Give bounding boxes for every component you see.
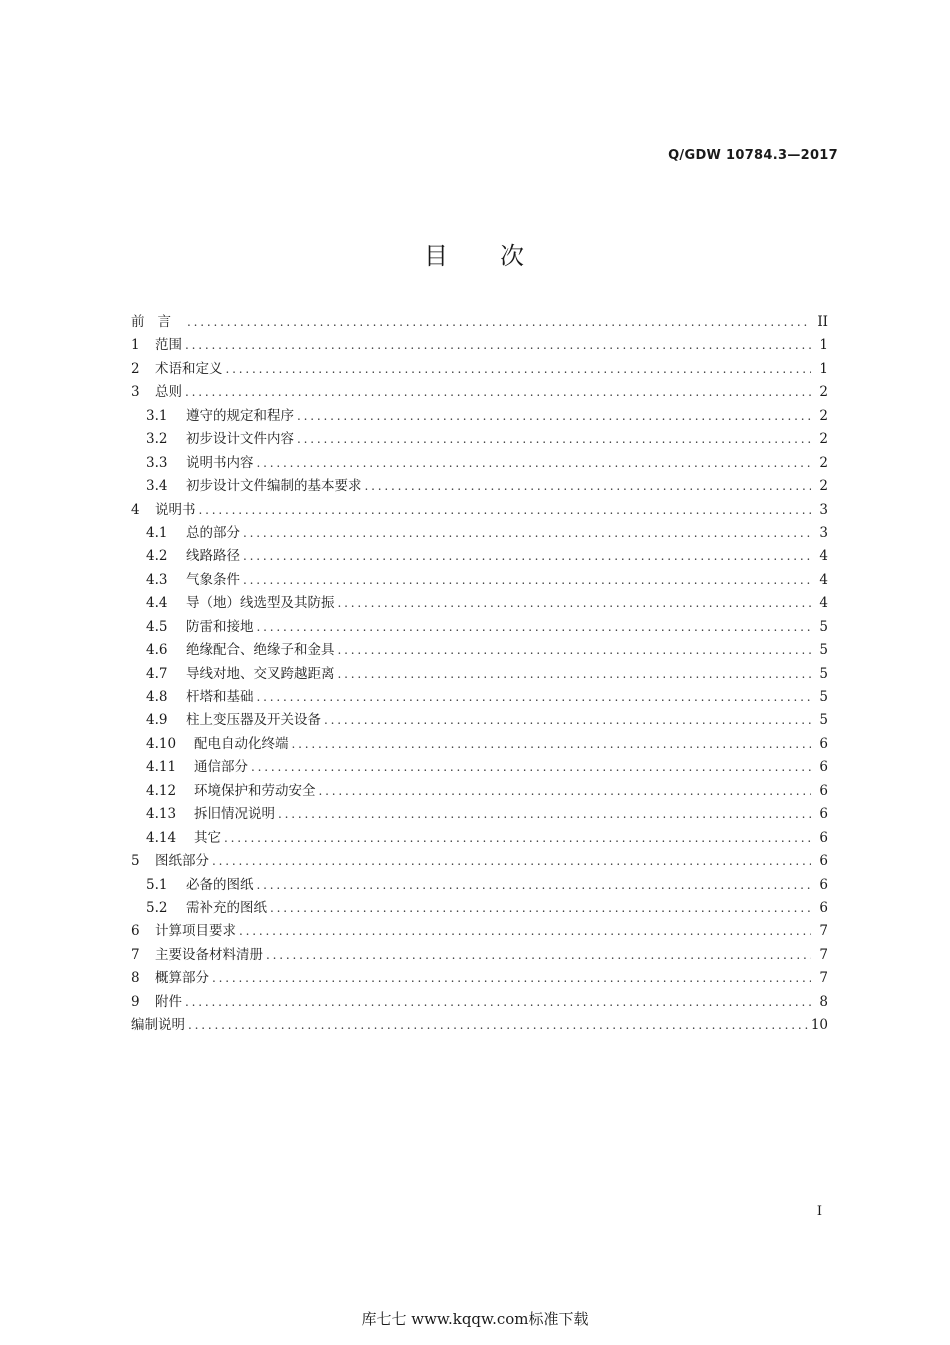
- toc-entry[interactable]: [131, 405, 828, 428]
- toc-entry-label: 拆旧情况说明: [194, 806, 275, 823]
- toc-entry-label: 主要设备材料清册: [155, 946, 263, 963]
- toc-entry-number: 4.8: [146, 689, 168, 705]
- toc-leader-dots: [257, 616, 812, 639]
- toc-leader-dots: [188, 1014, 808, 1037]
- footer-watermark: 库七七 www.kqqw.com标准下载: [361, 1310, 589, 1328]
- toc-leader-dots: [212, 967, 811, 990]
- toc-entry-page: 6: [819, 853, 828, 870]
- standard-code: Q/GDW 10784.3—2017: [668, 148, 838, 163]
- toc-entry-number: 3.4: [146, 478, 168, 495]
- toc-entry-number: 6: [131, 923, 140, 940]
- toc-leader-dots: [185, 991, 811, 1014]
- toc-entry-label: 导线对地、交叉跨越距离: [186, 665, 335, 682]
- toc-entry-label: 其它: [194, 829, 221, 846]
- toc-entry-page: 3: [819, 524, 828, 541]
- toc-entry-page: 6: [819, 735, 828, 752]
- toc-leader-dots: [199, 499, 812, 522]
- toc-entry[interactable]: [131, 499, 828, 522]
- toc-entry[interactable]: [131, 545, 828, 568]
- toc-entry[interactable]: [131, 311, 828, 334]
- toc-entry-label: 术语和定义: [155, 360, 223, 377]
- toc-entry[interactable]: [131, 452, 828, 475]
- page-number: I: [816, 1204, 822, 1219]
- toc-entry-number: 2: [131, 360, 140, 377]
- toc-entry[interactable]: [131, 569, 828, 592]
- toc-entry-page: 1: [819, 337, 828, 354]
- toc-entry-page: 6: [819, 759, 828, 776]
- toc-entry-label: 配电自动化终端: [194, 735, 289, 752]
- toc-leader-dots: [292, 733, 812, 756]
- toc-entry-page: 6: [819, 806, 828, 823]
- toc-leader-dots: [297, 405, 811, 428]
- toc-entry-number: 4.11: [146, 759, 177, 776]
- toc-entry-number: 4: [131, 501, 140, 518]
- toc-entry-label: 气象条件: [186, 571, 240, 588]
- toc-entry-page: 5: [819, 665, 828, 682]
- toc-leader-dots: [185, 334, 811, 357]
- toc-entry[interactable]: [131, 592, 828, 615]
- toc-leader-dots: [187, 311, 811, 334]
- toc-entry-label: 附件: [155, 993, 182, 1010]
- toc-entry-number: 4.1: [146, 524, 168, 541]
- toc-entry-label: 柱上变压器及开关设备: [186, 712, 321, 729]
- toc-entry-label: 编制说明: [131, 1017, 185, 1034]
- toc-entry-label: 前言: [131, 314, 184, 330]
- toc-entry-page: 7: [819, 946, 828, 963]
- toc-entry[interactable]: [131, 428, 828, 451]
- toc-entry-page: 6: [819, 782, 828, 799]
- toc-entry-label: 通信部分: [194, 759, 248, 776]
- toc-entry-number: 4.3: [146, 571, 168, 588]
- page-title: [0, 236, 950, 271]
- toc-entry-number: 5.1: [146, 876, 168, 893]
- toc-entry-number: 4.7: [146, 665, 168, 682]
- toc-entry-page: 10: [810, 1017, 828, 1034]
- toc-leader-dots: [270, 897, 811, 920]
- toc-leader-dots: [243, 522, 811, 545]
- toc-entry-page: 5: [819, 642, 828, 659]
- toc-entry-page: 2: [819, 384, 828, 401]
- toc-entry-page: 6: [819, 829, 828, 846]
- toc-entry-number: 4.10: [146, 735, 177, 752]
- toc-entry-number: 7: [131, 946, 140, 963]
- toc-entry-number: 9: [131, 993, 140, 1010]
- toc-entry-number: 4.14: [146, 829, 177, 846]
- toc-entry-label: 必备的图纸: [186, 876, 254, 893]
- toc-entry-page: 6: [819, 899, 828, 916]
- toc-entry[interactable]: [131, 944, 828, 967]
- toc-entry[interactable]: [131, 827, 828, 850]
- toc-entry-number: 3.1: [146, 407, 168, 424]
- toc-entry-page: 2: [819, 407, 828, 424]
- toc-entry[interactable]: [131, 616, 828, 639]
- toc-entry-label: 图纸部分: [155, 853, 209, 870]
- toc-entry-page: 3: [819, 501, 828, 518]
- toc-entry-label: 需补充的图纸: [186, 899, 267, 916]
- toc-leader-dots: [243, 569, 811, 592]
- toc-entry-number: 5: [131, 853, 140, 870]
- toc-entry-page: 7: [819, 923, 828, 940]
- title-char-1: 目: [424, 242, 450, 270]
- title-char-2: 次: [500, 242, 526, 270]
- toc-leader-dots: [297, 428, 811, 451]
- toc-leader-dots: [319, 780, 812, 803]
- toc-entry[interactable]: [131, 381, 828, 404]
- toc-entry[interactable]: [131, 897, 828, 920]
- toc-entry[interactable]: [131, 358, 828, 381]
- toc-entry-label: 遵守的规定和程序: [186, 407, 294, 424]
- toc-entry[interactable]: [131, 850, 828, 873]
- toc-entry-page: 4: [819, 571, 828, 588]
- toc-entry[interactable]: [131, 733, 828, 756]
- toc-entry[interactable]: [131, 874, 828, 897]
- toc-leader-dots: [324, 709, 811, 732]
- toc-leader-dots: [239, 920, 811, 943]
- toc-entry[interactable]: [131, 686, 828, 709]
- toc-entry-label: 初步设计文件编制的基本要求: [186, 478, 362, 495]
- toc-entry[interactable]: [131, 756, 828, 779]
- toc-entry-label: 环境保护和劳动安全: [194, 782, 316, 799]
- toc-leader-dots: [338, 639, 812, 662]
- toc-entry[interactable]: [131, 803, 828, 826]
- toc-entry-page: 4: [819, 595, 828, 612]
- toc-entry[interactable]: [131, 334, 828, 357]
- toc-entry-label: 计算项目要求: [155, 923, 236, 940]
- toc-leader-dots: [338, 592, 812, 615]
- toc-entry-number: 3: [131, 384, 140, 401]
- toc-leader-dots: [212, 850, 811, 873]
- toc-entry[interactable]: [131, 522, 828, 545]
- toc-entry-label: 线路路径: [186, 548, 240, 565]
- toc-entry-number: 4.2: [146, 548, 168, 565]
- toc-entry-page: II: [817, 314, 828, 330]
- toc-entry-number: 4.9: [146, 712, 168, 729]
- toc-entry-label: 杆塔和基础: [186, 689, 254, 705]
- toc-entry-page: 4: [819, 548, 828, 565]
- toc-entry-number: 3.2: [146, 431, 168, 448]
- toc-leader-dots: [266, 944, 811, 967]
- toc-leader-dots: [224, 827, 811, 850]
- toc-entry-number: 5.2: [146, 899, 168, 916]
- toc-entry-page: 2: [819, 431, 828, 448]
- toc-entry-label: 初步设计文件内容: [186, 431, 294, 448]
- toc-entry-label: 总则: [155, 384, 182, 401]
- toc-entry-page: 2: [819, 478, 828, 495]
- toc-entry[interactable]: [131, 663, 828, 686]
- toc-entry-number: 8: [131, 970, 140, 987]
- toc-leader-dots: [278, 803, 811, 826]
- toc-entry-page: 5: [819, 712, 828, 729]
- toc-entry-page: 2: [819, 454, 828, 471]
- toc-leader-dots: [185, 381, 811, 404]
- toc-entry-page: 7: [819, 970, 828, 987]
- toc-entry-number: 4.5: [146, 618, 168, 635]
- toc-leader-dots: [243, 545, 811, 568]
- toc-entry-number: 4.4: [146, 595, 168, 612]
- toc-entry[interactable]: [131, 780, 828, 803]
- toc-entry-label: 总的部分: [186, 524, 240, 541]
- toc-entry[interactable]: [131, 1014, 828, 1037]
- toc-entry-label: 说明书: [155, 501, 196, 518]
- toc-entry[interactable]: [131, 967, 828, 990]
- toc-entry-page: 5: [819, 618, 828, 635]
- toc-entry[interactable]: [131, 920, 828, 943]
- toc-entry-page: 5: [819, 689, 828, 705]
- toc-entry[interactable]: [131, 475, 828, 498]
- toc-entry[interactable]: [131, 709, 828, 732]
- toc-leader-dots: [257, 452, 812, 475]
- toc-entry-label: 导（地）线选型及其防振: [186, 595, 335, 612]
- toc-entry-page: 6: [819, 876, 828, 893]
- toc-leader-dots: [257, 874, 812, 897]
- toc-entry-label: 说明书内容: [186, 454, 254, 471]
- toc-entry-label: 范围: [155, 337, 182, 354]
- toc-entry-label: 防雷和接地: [186, 618, 254, 635]
- toc-entry-page: 1: [819, 360, 828, 377]
- toc-entry-number: 3.3: [146, 454, 168, 471]
- toc-entry-number: 4.6: [146, 642, 168, 659]
- toc-entry-number: 4.12: [146, 782, 177, 799]
- toc-entry-page: 8: [819, 993, 828, 1010]
- table-of-contents: [131, 311, 828, 1038]
- toc-entry-number: 4.13: [146, 806, 177, 823]
- toc-leader-dots: [365, 475, 812, 498]
- toc-entry-label: 概算部分: [155, 970, 209, 987]
- toc-entry[interactable]: [131, 639, 828, 662]
- toc-leader-dots: [338, 663, 812, 686]
- toc-entry-label: 绝缘配合、绝缘子和金具: [186, 642, 335, 659]
- toc-entry-number: 1: [131, 337, 140, 354]
- toc-leader-dots: [226, 358, 812, 381]
- toc-entry[interactable]: [131, 991, 828, 1014]
- toc-leader-dots: [257, 686, 812, 709]
- toc-leader-dots: [251, 756, 811, 779]
